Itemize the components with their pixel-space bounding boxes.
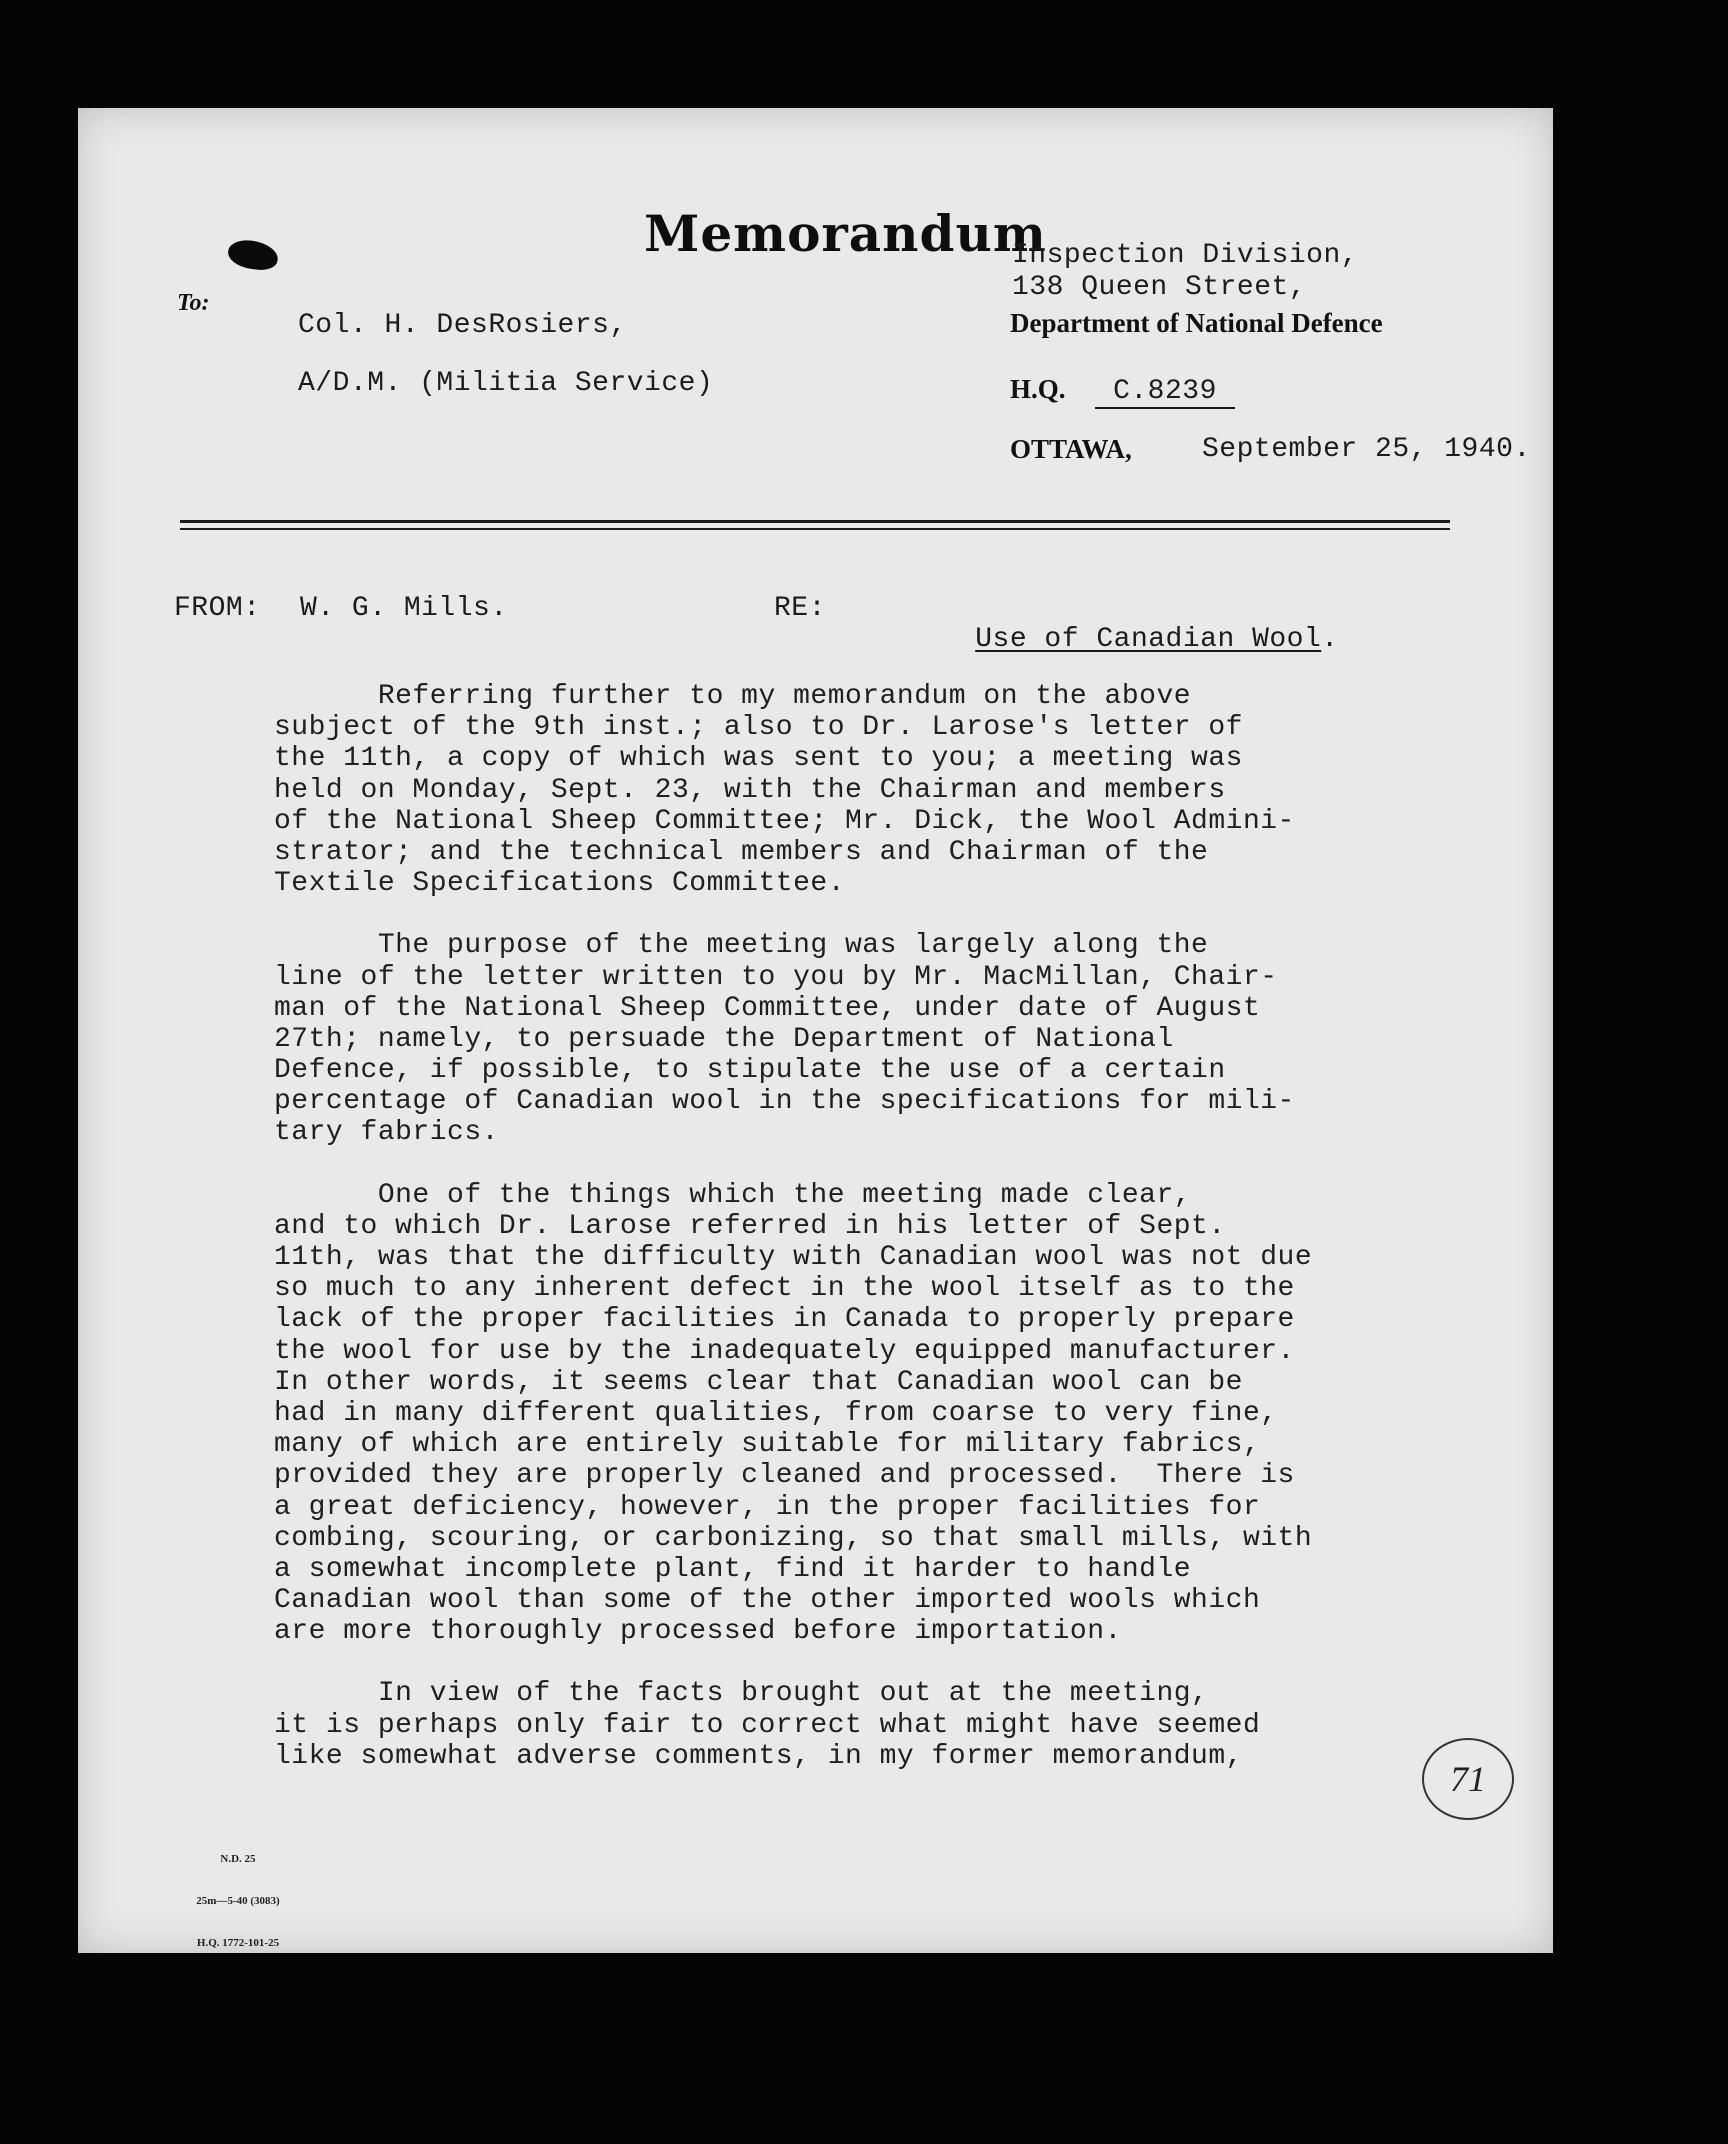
paragraph-2 [274,930,1524,1148]
hq-number: C.8239 [1095,376,1235,409]
street-line: 138 Queen Street, [1012,272,1307,303]
memo-date: September 25, 1940. [1202,434,1531,465]
body-line: line of the letter written to you by Mr. MacMillan, Chair- [274,961,1278,993]
memo-page [78,108,1553,1953]
body-line: provided they are properly cleaned and processed. There is [274,1460,1295,1492]
header-rule-top [180,520,1450,523]
city-label: OTTAWA, [1010,434,1132,464]
body-line: In other words, it seems clear that Canadian wool can be [274,1366,1243,1398]
memo-title: Memorandum [644,204,1047,263]
body-line: In view of the facts brought out at the meeting, [274,1678,1209,1710]
body-line: subject of the 9th inst.; also to Dr. Larose's letter of [274,712,1243,744]
paragraph-3 [274,1180,1524,1648]
form-line-3: H.Q. 1772-101-25 [196,1937,280,1949]
re-subject: Use of Canadian Wool [975,624,1322,655]
from-label: FROM: [174,593,261,624]
body-line: like somewhat adverse comments, in my former memorandum, [274,1740,1243,1772]
re-subject-wrap [906,593,1339,686]
body-line: Defence, if possible, to stipulate the use of a certain [274,1055,1226,1087]
body-line: combing, scouring, or carbonizing, so that small mills, with [274,1522,1313,1554]
body-line: One of the things which the meeting made clear, [274,1179,1192,1211]
body-line: a somewhat incomplete plant, find it harder to handle [274,1553,1192,1585]
division-line: Inspection Division, [1012,240,1359,271]
from-name: W. G. Mills. [300,593,508,624]
body-line: it is perhaps only fair to correct what might have seemed [274,1709,1261,1741]
body-line: The purpose of the meeting was largely along the [274,930,1209,962]
paragraph-4 [274,1678,1524,1772]
body-line: of the National Sheep Committee; Mr. Dick, the Wool Admini- [274,805,1295,837]
body-line: held on Monday, Sept. 23, with the Chairman and members [274,774,1226,806]
body-line: lack of the proper facilities in Canada to properly prepare [274,1304,1295,1336]
page-mark-number: 71 [1450,1759,1486,1799]
form-line-1: N.D. 25 [220,1853,256,1865]
re-label: RE: [774,593,826,624]
to-label: To: [177,290,210,316]
body-line: man of the National Sheep Committee, under date of August [274,992,1261,1024]
to-title: A/D.M. (Militia Service) [298,368,714,399]
body-line: the wool for use by the inadequately equipped manufacturer. [274,1335,1295,1367]
body-line: the 11th, a copy of which was sent to you; a meeting was [274,743,1243,775]
body-line: so much to any inherent defect in the wool itself as to the [274,1273,1295,1305]
hq-label: H.Q. [1010,374,1066,404]
paragraph-1 [274,681,1524,899]
body-line: many of which are entirely suitable for military fabrics, [274,1429,1261,1461]
body-line: percentage of Canadian wool in the specifications for mili- [274,1086,1295,1118]
body-line: strator; and the technical members and Chairman of the [274,836,1209,868]
to-name: Col. H. DesRosiers, [298,310,627,341]
body-line: 11th, was that the difficulty with Canadian wool was not due [274,1242,1313,1273]
body-line: Canadian wool than some of the other imported wools which [274,1585,1261,1617]
body-line: a great deficiency, however, in the proper facilities for [274,1491,1261,1523]
memo-body [274,681,1524,1803]
body-line: Textile Specifications Committee. [274,868,845,900]
body-line: tary fabrics. [274,1117,499,1149]
body-line: 27th; namely, to persuade the Department of National [274,1023,1174,1055]
department-line: Department of National Defence [1010,308,1383,338]
body-line: and to which Dr. Larose referred in his letter of Sept. [274,1210,1226,1242]
circled-page-mark [1422,1738,1514,1820]
body-line: are more thoroughly processed before importation. [274,1616,1122,1648]
re-period: . [1321,624,1339,655]
body-line: Referring further to my memorandum on the above [274,681,1192,712]
body-line: had in many different qualities, from coarse to very fine, [274,1397,1278,1429]
form-line-2: 25m—5-40 (3083) [196,1895,280,1907]
ink-blot-mark [226,238,279,273]
form-number-block [178,1824,298,1953]
header-rule-bottom [180,528,1450,530]
